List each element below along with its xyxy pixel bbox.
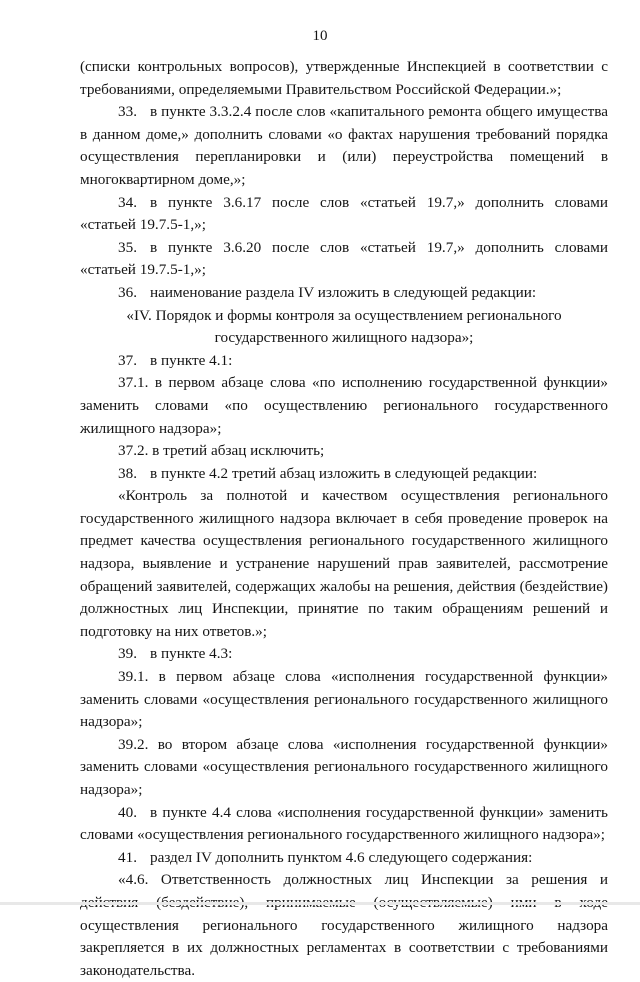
paragraph-text: «IV. Порядок и формы контроля за осуществлением регионального государственного жилищного надзора»; bbox=[126, 306, 562, 347]
paragraph-text: 37.2. в третий абзац исключить; bbox=[118, 442, 325, 460]
item-number: 39. bbox=[118, 645, 137, 663]
paragraph bbox=[80, 802, 608, 847]
paragraph-text: в пункте 3.6.17 после слов «статьей 19.7,» дополнить словами «статьей 19.7.5-1,»; bbox=[80, 193, 608, 234]
paragraph-text: в пункте 4.4 слова «исполнения государственной функции» заменить словами «осуществления регионального государственного жилищного надзора»; bbox=[80, 803, 608, 844]
paragraph bbox=[80, 372, 608, 440]
paragraph-text: (списки контрольных вопросов), утвержденные Инспекцией в соответствии с требованиями, определяемыми Правительством Российской Федерации.»; bbox=[80, 58, 608, 98]
paragraph bbox=[80, 847, 608, 870]
paragraph bbox=[80, 869, 608, 982]
paragraph bbox=[80, 463, 608, 486]
item-number: 41. bbox=[118, 848, 137, 866]
paragraph bbox=[80, 350, 608, 373]
paragraph bbox=[80, 485, 608, 643]
paragraph-text: 39.2. во втором абзаце слова «исполнения государственной функции» заменить словами «осуществления регионального государственного жилищного надзора»; bbox=[80, 735, 608, 798]
document-body bbox=[80, 56, 608, 982]
paragraph-text: в пункте 4.3: bbox=[150, 645, 233, 663]
paragraph-text: раздел IV дополнить пунктом 4.6 следующего содержания: bbox=[150, 848, 533, 866]
paragraph bbox=[80, 734, 608, 802]
item-number: 33. bbox=[118, 103, 137, 121]
paragraph-text: наименование раздела IV изложить в следующей редакции: bbox=[150, 283, 537, 301]
item-number: 38. bbox=[118, 464, 137, 482]
paragraph bbox=[80, 643, 608, 666]
paragraph bbox=[80, 192, 608, 237]
paragraph bbox=[80, 101, 608, 191]
paragraph bbox=[80, 305, 608, 350]
paragraph-text: «Контроль за полнотой и качеством осуществления регионального государственного жилищного надзора включает в себя проведение проверок на предмет качества осуществления регионального государственного жилищного надзора, выявление и устранение нарушений прав заявителей, рассмотрение обращений заявителей, содержащих жалобы на решения, действия (бездействие) должностных лиц Инспекции, принятие по таким обращениям решений и подготовку на них ответов.»; bbox=[80, 487, 608, 640]
paragraph-text: 39.1. в первом абзаце слова «исполнения государственной функции» заменить словами «осуществления регионального государственного жилищного надзора»; bbox=[80, 668, 608, 731]
item-number: 34. bbox=[118, 193, 137, 211]
item-number: 35. bbox=[118, 238, 137, 256]
paragraph-text: в пункте 4.1: bbox=[150, 351, 233, 369]
paragraph bbox=[80, 56, 608, 101]
page-number: 10 bbox=[312, 28, 328, 44]
paragraph-text: 37.1. в первом абзаце слова «по исполнению государственной функции» заменить словами «по осуществлению регионального государственного жилищного надзора»; bbox=[80, 374, 608, 437]
paragraph bbox=[80, 666, 608, 734]
paragraph bbox=[80, 440, 608, 463]
paragraph-text: в пункте 3.6.20 после слов «статьей 19.7,» дополнить словами «статьей 19.7.5-1,»; bbox=[80, 238, 608, 279]
paragraph bbox=[80, 282, 608, 305]
paragraph-text: в пункте 3.3.2.4 после слов «капитального ремонта общего имущества в данном доме,» дополнить словами «о фактах нарушения требований порядка осуществления перепланировки и (или) переустройства помещений в многоквартирном доме,»; bbox=[80, 103, 608, 188]
paragraph-text: «4.6. Ответственность должностных лиц Инспекции за решения и осуществления регионального государственного жилищного надзора закрепляется в их должностных регламентах в соответствии с требованиями законодательства. bbox=[80, 871, 608, 979]
paragraph-text: в пункте 4.2 третий абзац изложить в следующей редакции: bbox=[150, 464, 538, 482]
item-number: 37. bbox=[118, 351, 137, 369]
item-number: 36. bbox=[118, 283, 137, 301]
paragraph bbox=[80, 237, 608, 282]
item-number: 40. bbox=[118, 803, 137, 821]
